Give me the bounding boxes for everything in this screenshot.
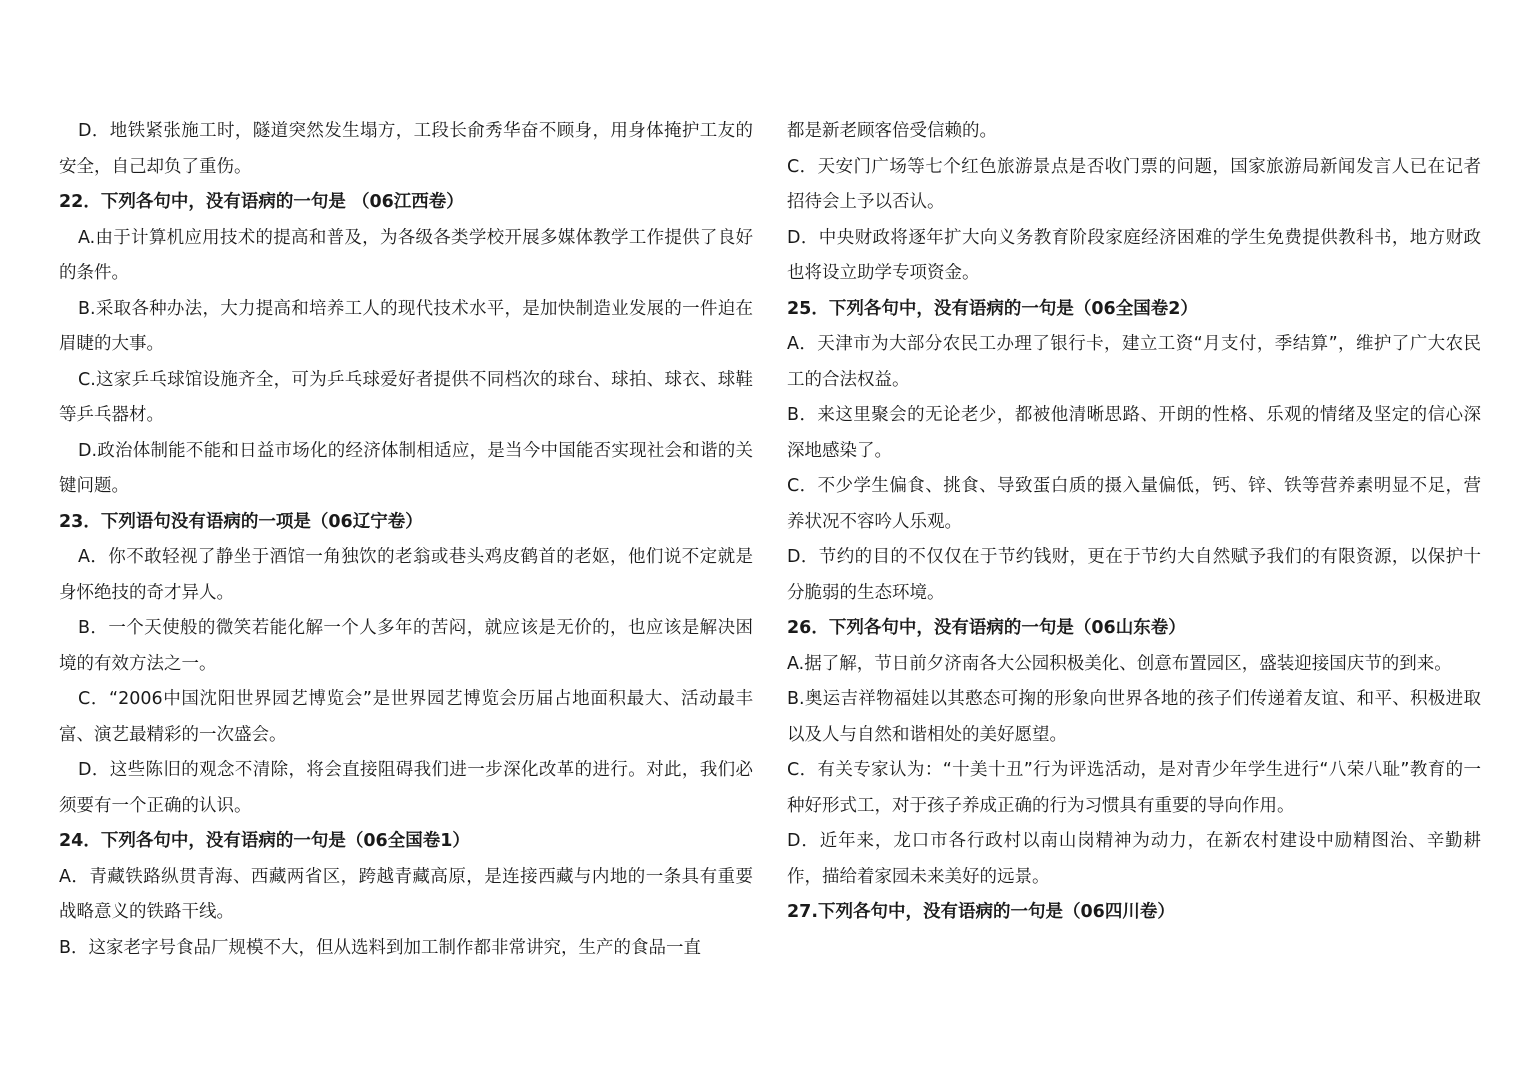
question-title: 24．下列各句中，没有语病的一句是（06全国卷1） bbox=[59, 831, 470, 851]
option-text: C．“2006中国沈阳世界园艺博览会”是世界园艺博览会历届占地面积最大、活动最丰富、演艺最精彩的一次盛会。 bbox=[59, 689, 753, 745]
option-text: B.采取各种办法，大力提高和培养工人的现代技术水平，是加快制造业发展的一件迫在眉睫的大事。 bbox=[59, 298, 753, 354]
option-text: B．来这里聚会的无论老少，都被他清晰思路、开朗的性格、乐观的情绪及坚定的信心深深地感染了。 bbox=[787, 405, 1481, 461]
option-text: D.政治体制能不能和日益市场化的经济体制相适应，是当今中国能否实现社会和谐的关键问题。 bbox=[59, 440, 753, 496]
option-text: A．天津市为大部分农民工办理了银行卡，建立工资“月支付，季结算”，维护了广大农民工的合法权益。 bbox=[787, 334, 1481, 390]
question-title: 27.下列各句中，没有语病的一句是（06四川卷） bbox=[787, 902, 1175, 922]
option-text: 都是新老顾客倍受信赖的。 bbox=[787, 121, 997, 141]
option-text: B.奥运吉祥物福娃以其憨态可掬的形象向世界各地的孩子们传递着友谊、和平、积极进取以及人与自然和谐相处的美好愿望。 bbox=[787, 689, 1481, 745]
option-text: B．一个天使般的微笑若能化解一个人多年的苦闷，就应该是无价的，也应该是解决困境的有效方法之一。 bbox=[59, 618, 753, 674]
option-text: A．你不敢轻视了静坐于酒馆一角独饮的老翁或巷头鸡皮鹤首的老妪，他们说不定就是身怀绝技的奇才异人。 bbox=[59, 547, 753, 603]
option-text: C．不少学生偏食、挑食、导致蛋白质的摄入量偏低，钙、锌、铁等营养素明显不足，营养状况不容吟人乐观。 bbox=[787, 476, 1481, 532]
option-text: B．这家老字号食品厂规模不大，但从选料到加工制作都非常讲究，生产的食品一直 bbox=[59, 937, 702, 958]
left-column bbox=[59, 114, 753, 966]
option-text: A．青藏铁路纵贯青海、西藏两省区，跨越青藏高原，是连接西藏与内地的一条具有重要战略意义的铁路干线。 bbox=[59, 866, 753, 922]
option-text: C．有关专家认为：“十美十丑”行为评选活动，是对青少年学生进行“八荣八耻”教育的一种好形式工，对于孩子养成正确的行为习惯具有重要的导向作用。 bbox=[787, 760, 1481, 816]
option-text: D．节约的目的不仅仅在于节约钱财，更在于节约大自然赋予我们的有限资源，以保护十分脆弱的生态环境。 bbox=[787, 547, 1481, 603]
question-title: 22．下列各句中，没有语病的一句是 （06江西卷） bbox=[59, 192, 464, 212]
question-title: 23．下列语句没有语病的一项是（06辽宁卷） bbox=[59, 511, 423, 532]
option-text: A.由于计算机应用技术的提高和普及，为各级各类学校开展多媒体教学工作提供了良好的条件。 bbox=[59, 227, 753, 283]
option-text: C.这家乒乓球馆设施齐全，可为乒乓球爱好者提供不同档次的球台、球拍、球衣、球鞋等乒乓器材。 bbox=[59, 369, 753, 425]
option-text: A.据了解，节日前夕济南各大公园积极美化、创意布置园区，盛装迎接国庆节的到来。 bbox=[787, 653, 1452, 674]
question-title: 26．下列各句中，没有语病的一句是（06山东卷） bbox=[787, 618, 1186, 638]
option-text: D．近年来，龙口市各行政村以南山岗精神为动力，在新农村建设中励精图治、辛勤耕作，描给着家园未来美好的远景。 bbox=[787, 831, 1481, 887]
option-text: C．天安门广场等七个红色旅游景点是否收门票的问题，国家旅游局新闻发言人已在记者招待会上予以否认。 bbox=[787, 156, 1481, 212]
question-title: 25．下列各句中，没有语病的一句是（06全国卷2） bbox=[787, 298, 1198, 319]
option-text: D．这些陈旧的观念不清除，将会直接阻碍我们进一步深化改革的进行。对此，我们必须要有一个正确的认识。 bbox=[59, 760, 753, 816]
option-text: D．中央财政将逐年扩大向义务教育阶段家庭经济困难的学生免费提供教科书，地方财政也将设立助学专项资金。 bbox=[787, 227, 1481, 283]
option-text: D．地铁紧张施工时，隧道突然发生塌方，工段长俞秀华奋不顾身，用身体掩护工友的安全，自己却负了重伤。 bbox=[59, 121, 753, 177]
right-column bbox=[787, 114, 1481, 931]
